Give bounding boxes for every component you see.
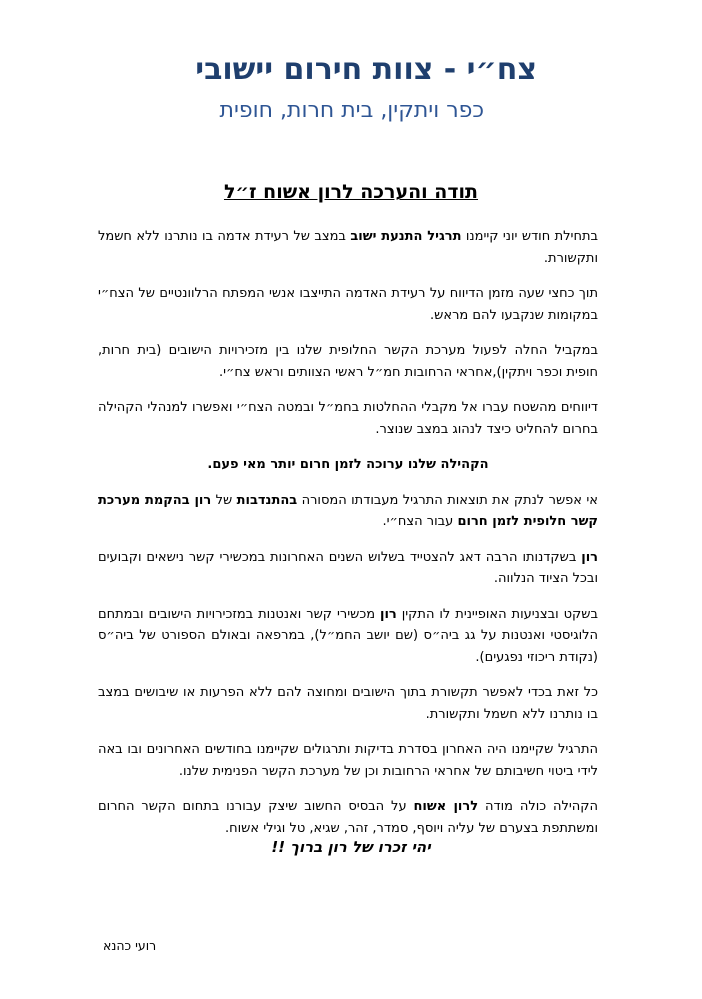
document-body: [98, 226, 598, 853]
paragraph-1-bold: תרגיל התנעת ישוב: [350, 229, 462, 244]
paragraph-1-text: בתחילת חודש יוני קיימנו: [461, 229, 599, 244]
org-title: צח״י - צוות חירום יישובי: [195, 52, 537, 87]
paragraph-6-text-end: עבור הצח״י.: [382, 514, 458, 529]
paragraph-6-bold-ron: רון בהקמת מערכת קשר חלופית לזמן חרום: [98, 492, 598, 529]
paragraph-11-text-end: על הבסיס החשוב שיצק עבורנו בתחום הקשר החרום ומשתתפת בצערם של עליה ויוסף, סמדר, זהר, שגיא, טל וגילי אשוח.: [98, 799, 598, 836]
paragraph-6: [98, 490, 598, 533]
paragraph-2: תוך כחצי שעה מזמן הדיווח על רעידת האדמה התייצבו אנשי המפתח הרלוונטיים של הצח״י במקומות שנקבעו להם מראש.: [98, 286, 598, 323]
paragraph-6-bold-volunteer: בהתנדבות: [236, 492, 298, 508]
paragraph-7-text: בשקדנותו הרבה דאג להצטייד בשלוש השנים האחרונות במכשירי קשר נישאים וקבועים ובכל הציוד הנלווה.: [98, 549, 598, 586]
paragraph-9: כל זאת בכדי לאפשר תקשורת בתוך הישובים ומחוצה להם ללא הפרעות או שיבושים במצב בו נותרנו ללא חשמל ותקשורת.: [98, 685, 598, 722]
paragraph-11-bold: לרון אשוח: [413, 799, 479, 814]
paragraph-5: הקהילה שלנו ערוכה לזמן חרום יותר מאי פעם.: [207, 457, 489, 472]
paragraph-1-text-end: במצב של רעידת אדמה בו נותרנו ללא חשמל ותקשורת.: [98, 229, 598, 266]
paragraph-6-text: אי אפשר לנתק את תוצאות התרגיל מעבודתו המסורה: [297, 492, 598, 508]
paragraph-8-text-end: מכשירי קשר ואנטנות במזכירויות הישובים ובמתחם הלוגיסטי ואנטנות על גג ביה״ס (שם יושב החמ״ל), במרפאה ובאולם הספורט של ביה״ס (נקודת ריכוזי נפגעים).: [98, 606, 598, 665]
paragraph-4: דיווחים מהשטח עברו אל מקבלי ההחלטות בחמ״ל ובמטה הצח״י ואפשרו למנהלי הקהילה בחרום להחליט כיצד לנהוג במצב שנוצר.: [98, 400, 598, 437]
paragraph-8-bold: רון: [380, 606, 397, 622]
paragraph-7: [98, 547, 598, 590]
document-heading: תודה והערכה לרון אשוח ז״ל: [223, 181, 479, 203]
paragraph-3: במקביל החלה לפעול מערכת הקשר החלופית שלנו בין מזכירויות הישובים (בית חרות, חופית וכפר ויתקין),אחראי הרחובות חמ״ל ראשי הצוותים וראש צח״י.: [98, 343, 598, 380]
paragraph-11: [98, 796, 598, 839]
paragraph-10: התרגיל שקיימנו היה האחרון בסדרת בדיקות ותרגולים שקיימנו בחודשים האחרונים ובו באה לידי ביטוי חשיבותם של אחראי הרחובות וכן של מערכת הקשר הפנימית שלנו.: [98, 742, 598, 779]
paragraph-8: [98, 604, 598, 669]
signature: רועי כהנא: [103, 938, 157, 953]
org-subtitle: כפר ויתקין, בית חרות, חופית: [219, 98, 484, 123]
paragraph-7-bold: רון: [581, 549, 598, 565]
paragraph-11-text: הקהילה כולה מודה: [478, 799, 599, 814]
closing-line: יהי זכרו של רון ברוך !!: [271, 838, 431, 856]
paragraph-1: [98, 226, 598, 269]
paragraph-6-text-mid: של: [211, 492, 237, 508]
paragraph-8-text: בשקט ובצניעות האופיינית לו התקין: [396, 606, 598, 622]
